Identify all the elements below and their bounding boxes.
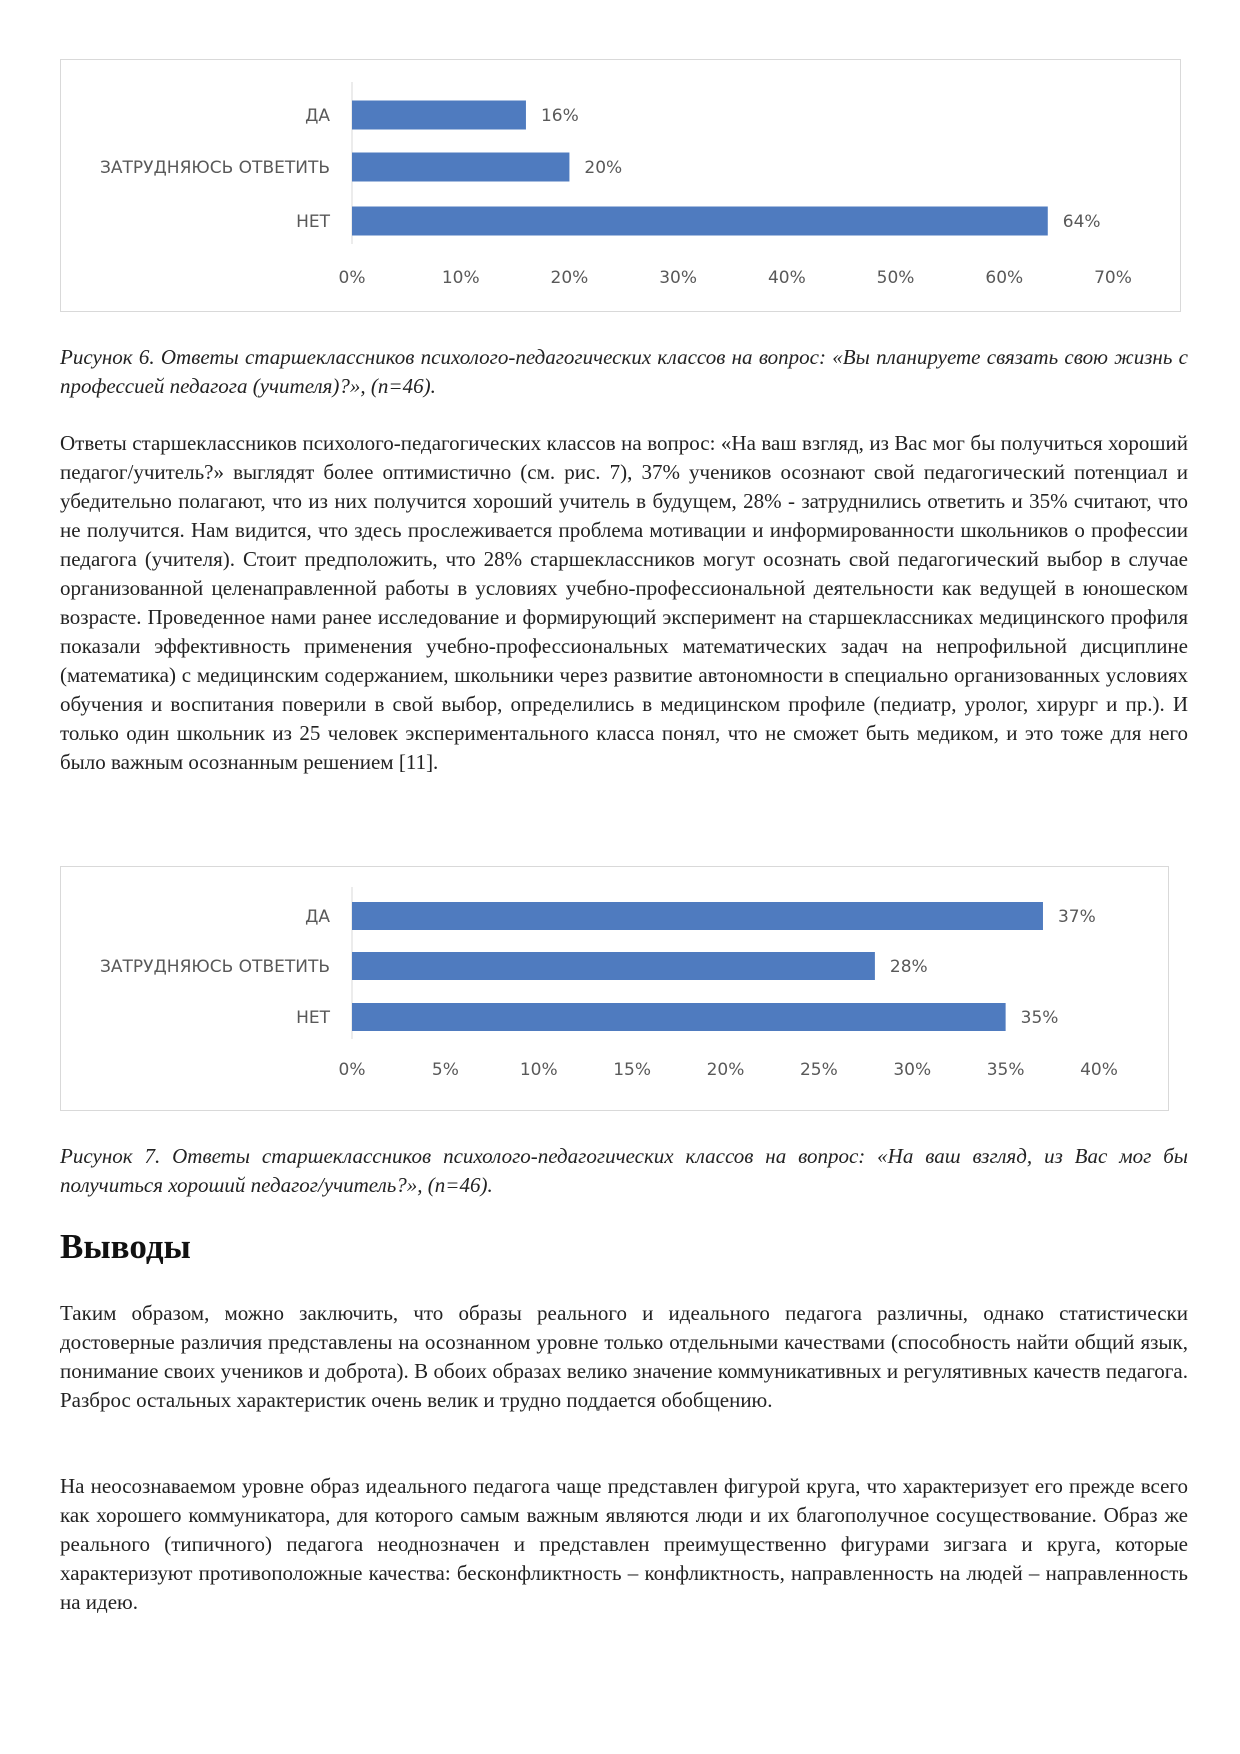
data-label: 37% xyxy=(1057,907,1096,927)
data-label: 20% xyxy=(584,158,623,178)
figure-7-caption: Рисунок 7. Ответы старшеклассников психолого-педагогических классов на вопрос: «На ваш взгляд, из Вас мог бы получиться хороший педагог/учитель?», (n=46). xyxy=(60,1144,1188,1197)
paragraph-conclusion-2: На неосознаваемом уровне образ идеального педагога чаще представлен фигурой круга, что характеризует его прежде всего как хорошего коммуникатора, для которого самым важным являются люди и их благополучное сосуществование. Образ же реального (типичного) педагога неоднозначен и представлен преимущественно фигурами зигзага и круга, которые характеризуют противоположные качества: бесконфликтность – конфликтность, направленность на людей – направленность на идею. xyxy=(60,1474,1188,1614)
tick-label: 30% xyxy=(893,1060,932,1080)
data-label: 64% xyxy=(1062,212,1101,232)
bar xyxy=(352,153,569,182)
category-label: ДА xyxy=(305,106,330,126)
bar xyxy=(352,207,1048,236)
figure-7-chart xyxy=(60,866,1169,1111)
tick-label: 0% xyxy=(338,268,366,288)
tick-label: 20% xyxy=(550,268,589,288)
category-label: ЗАТРУДНЯЮСЬ ОТВЕТИТЬ xyxy=(99,158,330,178)
category-label: НЕТ xyxy=(296,1008,330,1028)
tick-label: 50% xyxy=(876,268,915,288)
data-label: 35% xyxy=(1020,1008,1059,1028)
paragraph-conclusion-1: Таким образом, можно заключить, что образы реального и идеального педагога различны, однако статистически достоверные различия представлены на осознанном уровне только отдельными качествами (способность найти общий язык, понимание своих учеников и доброта). В обоих образах велико значение коммуникативных и регулятивных качеств педагога. Разброс остальных характеристик очень велик и трудно поддается обобщению. xyxy=(60,1301,1188,1412)
category-label: ДА xyxy=(305,907,330,927)
tick-label: 15% xyxy=(613,1060,652,1080)
category-label: ЗАТРУДНЯЮСЬ ОТВЕТИТЬ xyxy=(99,957,330,977)
tick-label: 10% xyxy=(519,1060,558,1080)
data-label: 28% xyxy=(889,957,928,977)
paragraph-results: Ответы старшеклассников психолого-педагогических классов на вопрос: «На ваш взгляд, из Вас мог бы получиться хороший педагог/учитель?» выглядят более оптимистично (см. рис. 7), 37% учеников осознают свой педагогический потенциал и убедительно полагают, что из них получится хороший учитель в будущем, 28% - затруднились ответить и 35% считают, что не получится. Нам видится, что здесь прослеживается проблема мотивации и информированности школьников о профессии педагога (учителя). Стоит предположить, что 28% старшеклассников могут осознать свой педагогический выбор в случае организованной целенаправленной работы в условиях учебно-профессиональной деятельности как ведущей в юношеском возрасте. Проведенное нами ранее исследование и формирующий эксперимент на старшеклассниках медицинского профиля показали эффективность применения учебно-профессиональных математических задач на непрофильной дисциплине (математика) с медицинским содержанием, школьники через развитие автономности в специально организованных условиях обучения и воспитания поверили в свой выбор, определились в медицинском профиле (педиатр, уролог, хирург и пр.). И только один школьник из 25 человек экспериментального класса понял, что не сможет быть медиком, и это тоже для него было важным осознанным решением [11]. xyxy=(60,431,1188,774)
figure-6-chart xyxy=(60,59,1181,312)
tick-label: 20% xyxy=(706,1060,745,1080)
tick-label: 40% xyxy=(767,268,806,288)
bar xyxy=(352,101,526,130)
figure-6-caption: Рисунок 6. Ответы старшеклассников психолого-педагогических классов на вопрос: «Вы планируете связать свою жизнь с профессией педагога (учителя)?», (n=46). xyxy=(60,345,1188,398)
tick-label: 10% xyxy=(441,268,480,288)
data-label: 16% xyxy=(540,106,579,126)
tick-label: 40% xyxy=(1080,1060,1118,1080)
tick-label: 25% xyxy=(799,1060,838,1080)
tick-label: 70% xyxy=(1094,268,1132,288)
tick-label: 35% xyxy=(986,1060,1025,1080)
figure-6-svg xyxy=(61,60,1182,313)
tick-label: 60% xyxy=(985,268,1024,288)
conclusions-heading: Выводы xyxy=(60,1227,191,1266)
bar xyxy=(352,902,1043,930)
bar xyxy=(352,1003,1006,1031)
bar xyxy=(352,952,875,980)
tick-label: 0% xyxy=(338,1060,366,1080)
category-label: НЕТ xyxy=(296,212,330,232)
tick-label: 30% xyxy=(659,268,698,288)
figure-7-svg xyxy=(61,867,1170,1112)
tick-label: 5% xyxy=(431,1060,459,1080)
